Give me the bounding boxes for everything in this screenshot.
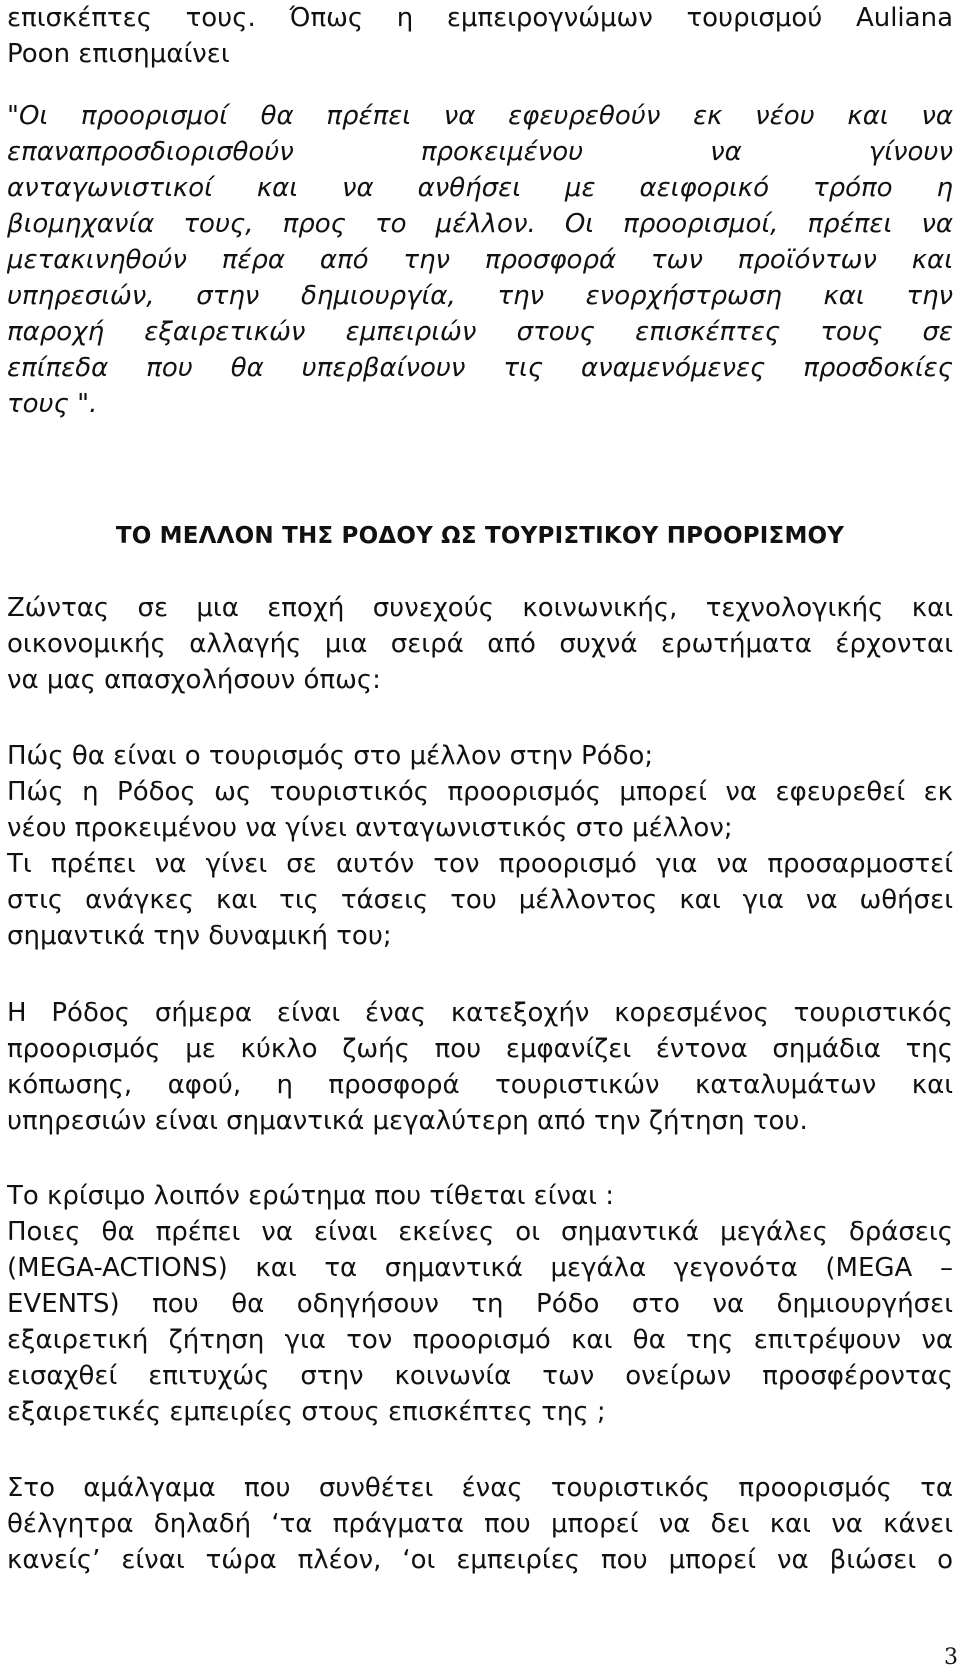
paragraph-line: κανείς’ είναι τώρα πλέον, ‘οι εμπειρίες που μπορεί να βιώσει ο bbox=[7, 1545, 953, 1575]
text-line: επισκέπτες τους. Όπως η εμπειρογνώμων τουρισμού Auliana bbox=[7, 3, 953, 33]
question-line: στις ανάγκες και τις τάσεις του μέλλοντος και για να ωθήσει bbox=[7, 885, 953, 915]
page-number: 3 bbox=[944, 1645, 958, 1670]
paragraph-line: εισαχθεί επιτυχώς στην κοινωνία των ονείρων προσφέροντας bbox=[7, 1361, 953, 1391]
paragraph-line: (MEGA-ACTIONS) και τα σημαντικά μεγάλα γεγονότα (MEGA – bbox=[7, 1253, 953, 1283]
paragraph-line: εξαιρετικές εμπειρίες στους επισκέπτες της ; bbox=[7, 1397, 606, 1427]
paragraph-line: εξαιρετική ζήτηση για τον προορισμό και θα της επιτρέψουν να bbox=[7, 1325, 953, 1355]
section-heading: ΤΟ ΜΕΛΛΟΝ ΤΗΣ ΡΟΔΟΥ ΩΣ ΤΟΥΡΙΣΤΙΚΟΥ ΠΡΟΟΡΙΣΜΟΥ bbox=[115, 523, 845, 549]
quote-line: τους ". bbox=[7, 389, 98, 419]
question-line: νέου προκειμένου να γίνει ανταγωνιστικός στο μέλλον; bbox=[7, 813, 733, 843]
quote-line: επαναπροσδιορισθούν προκειμένου να γίνουν bbox=[7, 137, 953, 167]
paragraph-line: προορισμός με κύκλο ζωής που εμφανίζει έντονα σημάδια της bbox=[7, 1034, 953, 1064]
quote-line: παροχή εξαιρετικών εμπειριών στους επισκέπτες τους σε bbox=[7, 317, 953, 347]
text-line: Poon επισημαίνει bbox=[7, 39, 230, 69]
quote-line: επίπεδα που θα υπερβαίνουν τις αναμενόμενες προσδοκίες bbox=[7, 353, 953, 383]
paragraph-line: EVENTS) που θα οδηγήσουν τη Ρόδο στο να δημιουργήσει bbox=[7, 1289, 953, 1319]
paragraph-line: Η Ρόδος σήμερα είναι ένας κατεξοχήν κορεσμένος τουριστικός bbox=[7, 998, 953, 1028]
paragraph-line: υπηρεσιών είναι σημαντικά μεγαλύτερη από την ζήτηση του. bbox=[7, 1106, 808, 1136]
question-line: σημαντικά την δυναμική του; bbox=[7, 921, 392, 951]
quote-line: μετακινηθούν πέρα από την προσφορά των προϊόντων και bbox=[7, 245, 953, 275]
quote-line: υπηρεσιών, στην δημιουργία, την ενορχήστρωση και την bbox=[7, 281, 953, 311]
paragraph-line: κόπωσης, αφού, η προσφορά τουριστικών καταλυμάτων και bbox=[7, 1070, 953, 1100]
question-line: Πώς θα είναι ο τουρισμός στο μέλλον στην Ρόδο; bbox=[7, 741, 654, 771]
paragraph-line: να μας απασχολήσουν όπως: bbox=[7, 665, 381, 695]
quote-line: ανταγωνιστικοί και να ανθήσει με αειφορικό τρόπο η bbox=[7, 173, 953, 203]
paragraph-line: Ζώντας σε μια εποχή συνεχούς κοινωνικής, τεχνολογικής και bbox=[7, 593, 953, 623]
quote-line: "Οι προορισμοί θα πρέπει να εφευρεθούν εκ νέου και να bbox=[7, 101, 953, 131]
quote-line: βιομηχανία τους, προς το μέλλον. Οι προορισμοί, πρέπει να bbox=[7, 209, 953, 239]
paragraph-line: Ποιες θα πρέπει να είναι εκείνες οι σημαντικά μεγάλες δράσεις bbox=[7, 1217, 953, 1247]
paragraph-line: Το κρίσιμο λοιπόν ερώτημα που τίθεται είναι : bbox=[7, 1181, 614, 1211]
question-line: Τι πρέπει να γίνει σε αυτόν τον προορισμό για να προσαρμοστεί bbox=[7, 849, 953, 879]
paragraph-line: Στο αμάλγαμα που συνθέτει ένας τουριστικός προορισμός τα bbox=[7, 1473, 953, 1503]
paragraph-line: οικονομικής αλλαγής μια σειρά από συχνά ερωτήματα έρχονται bbox=[7, 629, 953, 659]
question-line: Πώς η Ρόδος ως τουριστικός προορισμός μπορεί να εφευρεθεί εκ bbox=[7, 777, 953, 807]
paragraph-line: θέλγητρα δηλαδή ‘τα πράγματα που μπορεί να δει και να κάνει bbox=[7, 1509, 953, 1539]
